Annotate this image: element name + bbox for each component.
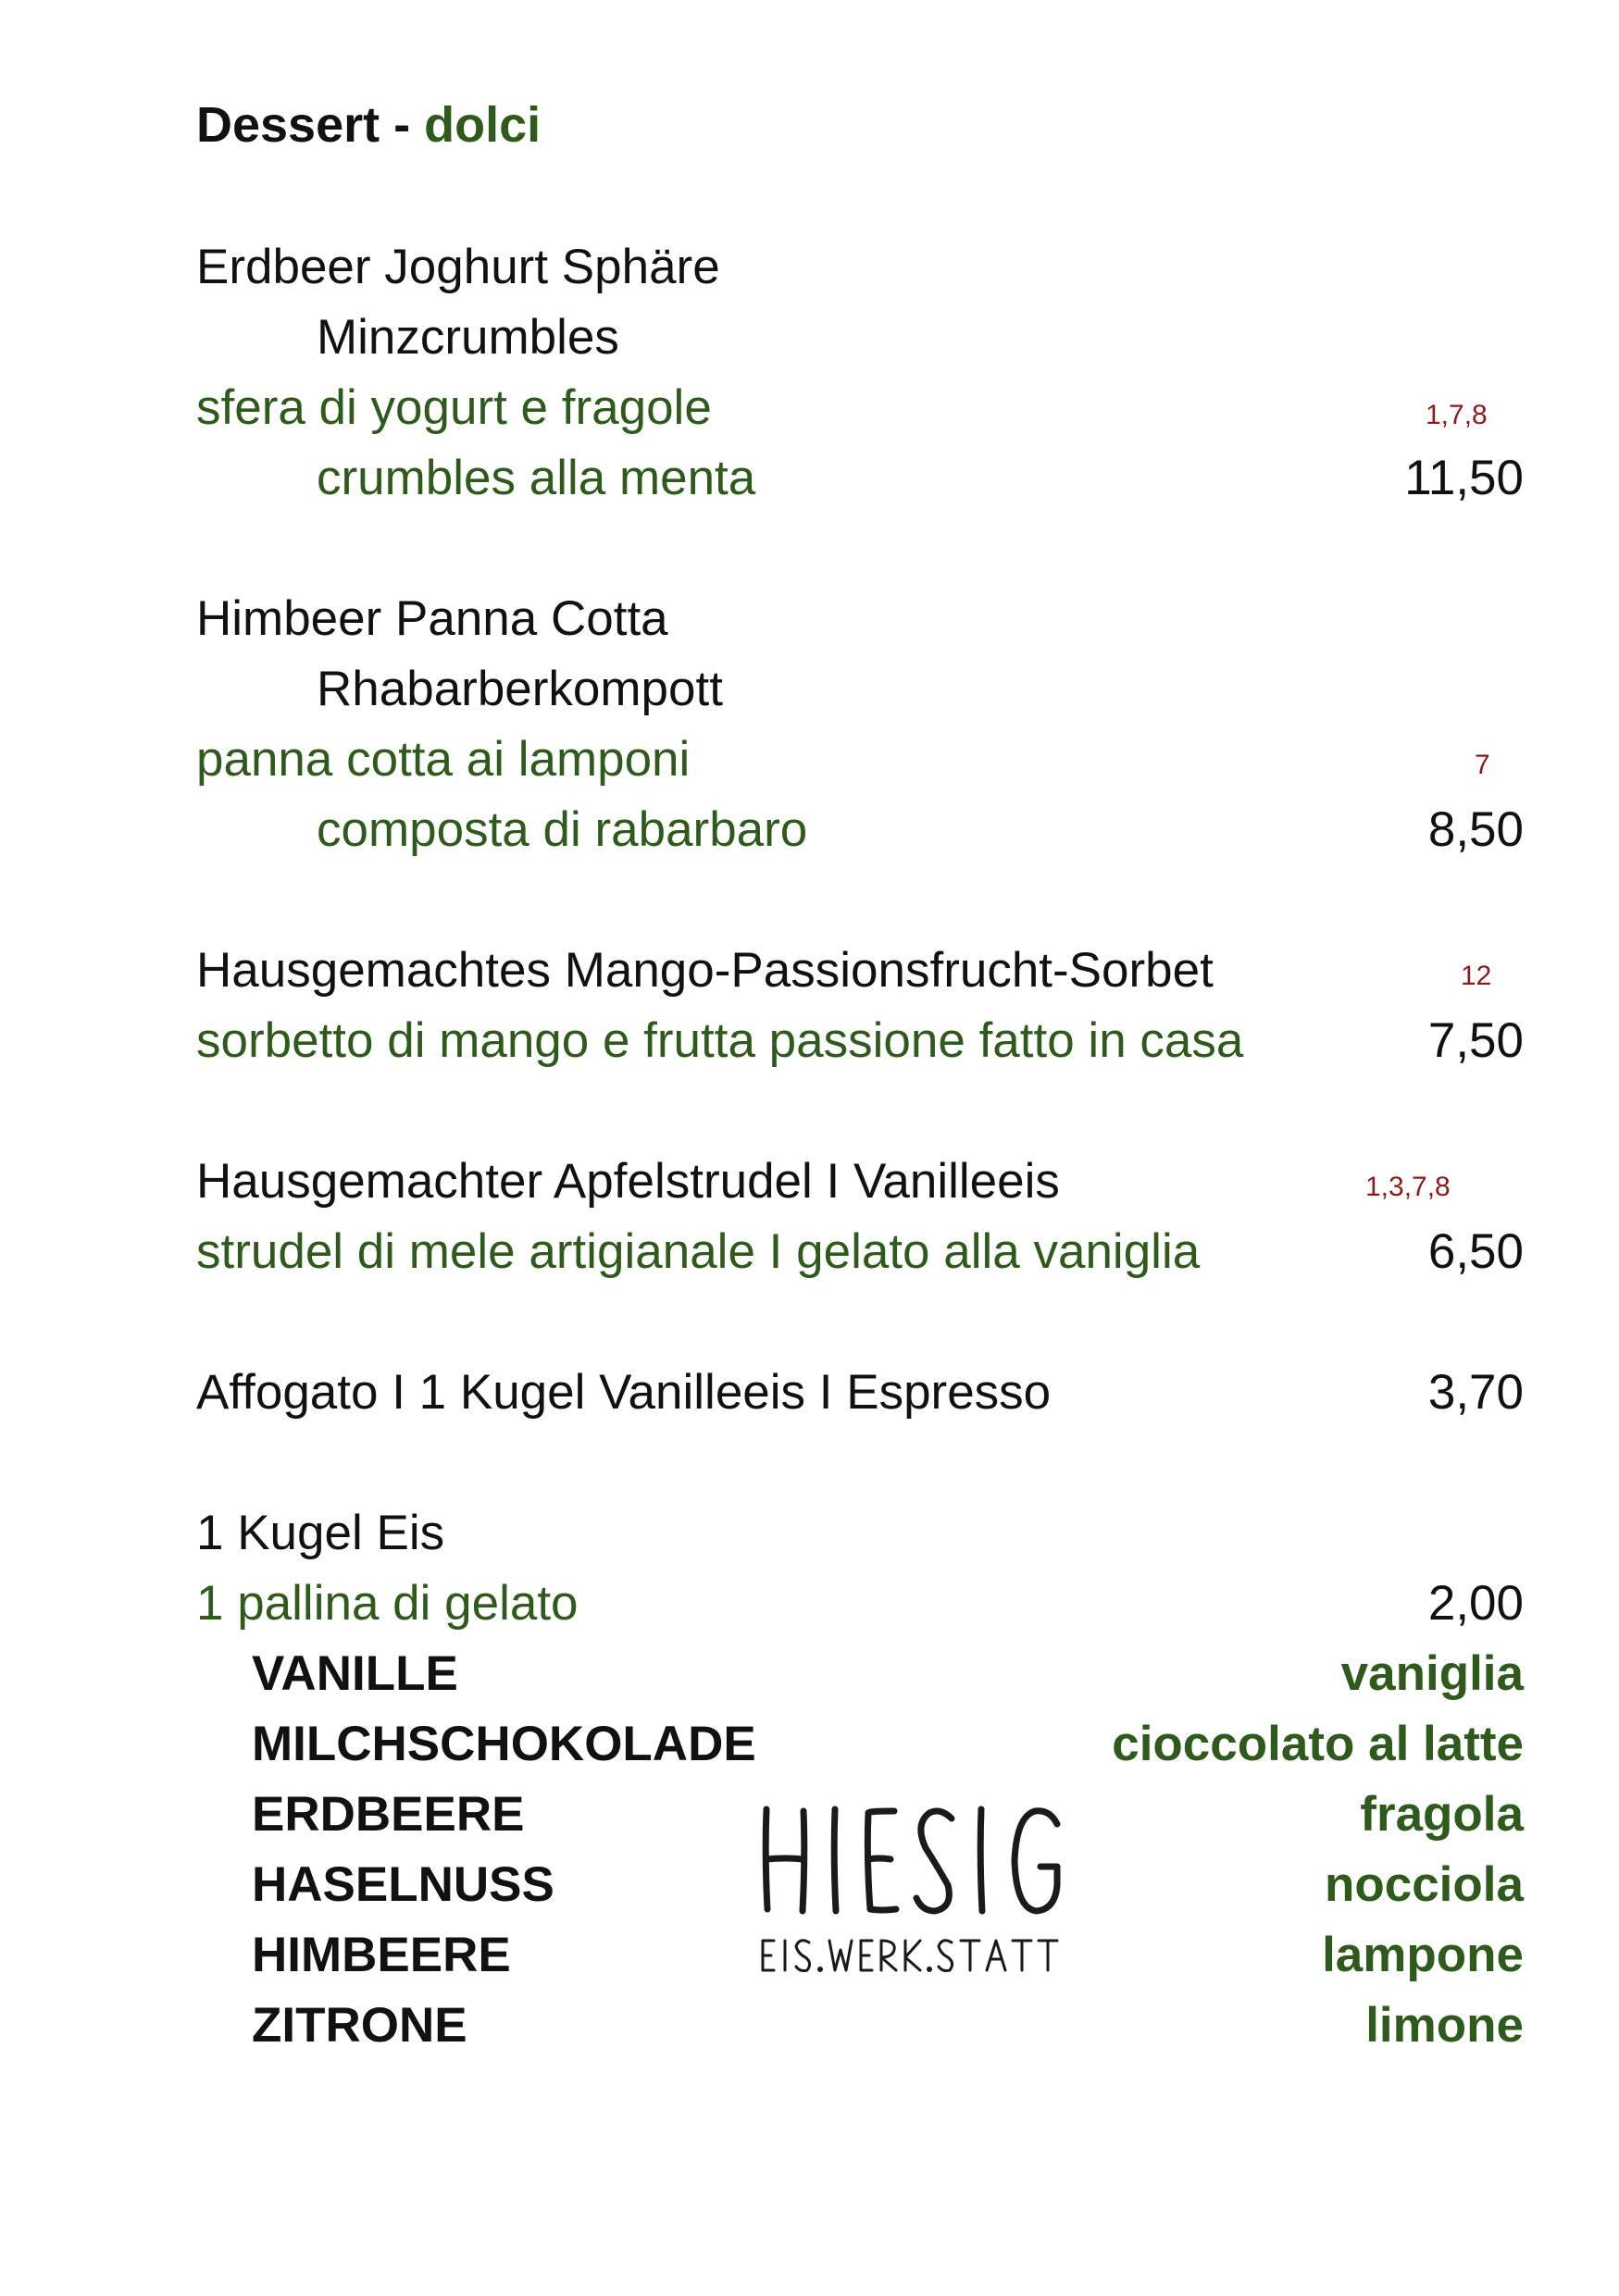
allergen-codes: 1,7,8 — [1426, 400, 1488, 430]
flavor-de: ERDBEERE — [252, 1787, 525, 1842]
item-name-de: 1 Kugel Eis — [196, 1506, 445, 1560]
item-price: 3,70 — [1427, 1365, 1524, 1420]
title-german: Dessert - — [196, 97, 425, 153]
item-price: 11,50 — [1404, 451, 1524, 505]
item-name-it: sorbetto di mango e frutta passione fatto in casa — [196, 1013, 1244, 1068]
flavor-it: vaniglia — [1340, 1646, 1524, 1701]
item-price: 7,50 — [1427, 1013, 1524, 1068]
item-name-de: Hausgemachter Apfelstrudel I Vanilleeis — [196, 1154, 1060, 1209]
flavor-it: nocciola — [1324, 1857, 1524, 1912]
item-name-it: strudel di mele artigianale I gelato alla vaniglia — [196, 1224, 1201, 1279]
flavor-de: ZITRONE — [252, 1998, 467, 2053]
item-sub-it: composta di rabarbaro — [317, 802, 808, 857]
allergen-codes: 7 — [1475, 750, 1490, 780]
hiesig-logo — [759, 1800, 1129, 1985]
item-name-it: 1 pallina di gelato — [196, 1576, 579, 1631]
item-name-it: panna cotta ai lamponi — [196, 732, 691, 787]
item-name-de: Hausgemachtes Mango-Passionsfrucht-Sorbet — [196, 943, 1214, 998]
item-name-de: Erdbeer Joghurt Sphäre — [196, 240, 720, 294]
item-price: 6,50 — [1427, 1224, 1524, 1279]
flavor-de: HASELNUSS — [252, 1857, 554, 1912]
title-italian: dolci — [424, 97, 542, 153]
page-title — [196, 97, 542, 153]
flavor-de: HIMBEERE — [252, 1928, 511, 1982]
flavor-de: MILCHSCHOKOLADE — [252, 1717, 756, 1771]
flavor-it: cioccolato al latte — [1112, 1717, 1524, 1771]
flavor-de: VANILLE — [252, 1646, 458, 1701]
item-sub-it: crumbles alla menta — [317, 451, 756, 505]
item-price: 8,50 — [1427, 802, 1524, 857]
item-sub-de: Minzcrumbles — [317, 310, 619, 365]
item-name-de: Himbeer Panna Cotta — [196, 591, 668, 646]
allergen-codes: 1,3,7,8 — [1365, 1172, 1451, 1202]
allergen-codes: 12 — [1461, 961, 1492, 991]
flavor-it: fragola — [1360, 1787, 1524, 1842]
flavor-it: lampone — [1322, 1928, 1524, 1982]
item-sub-de: Rhabarberkompott — [317, 662, 723, 716]
flavor-it: limone — [1365, 1998, 1524, 2053]
item-name-de: Affogato I 1 Kugel Vanilleeis I Espresso — [196, 1365, 1052, 1420]
item-name-it: sfera di yogurt e fragole — [196, 380, 712, 435]
item-price: 2,00 — [1427, 1576, 1524, 1631]
